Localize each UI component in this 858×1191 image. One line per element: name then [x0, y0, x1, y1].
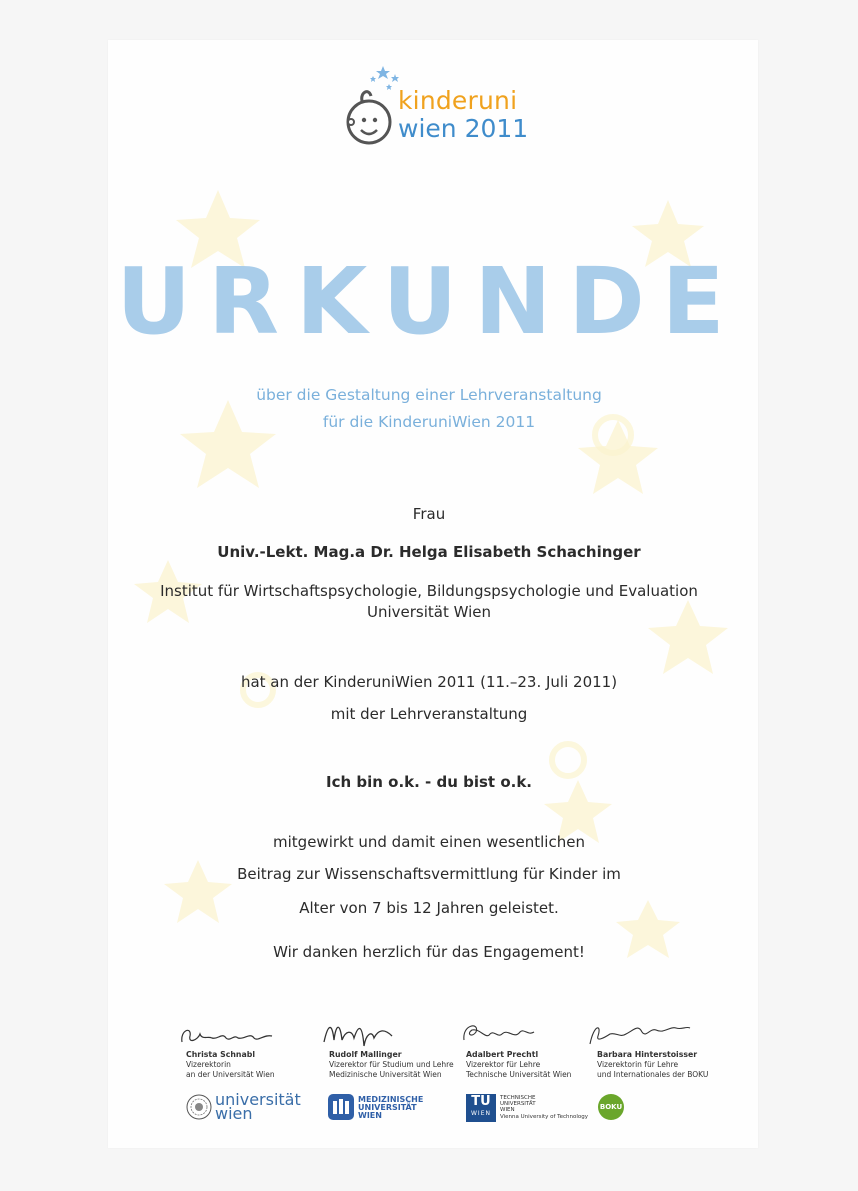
tu-logo-line-2: UNIVERSITÄT: [500, 1101, 536, 1108]
recipient-name: Univ.-Lekt. Mag.a Dr. Helga Elisabeth Schachinger: [217, 543, 641, 561]
uniwien-seal-icon: [186, 1094, 212, 1120]
tu-logo-mark-2: WIEN: [471, 1110, 491, 1117]
thanks-line: Wir danken herzlich für das Engagement!: [273, 943, 585, 961]
body-line-1: hat an der KinderuniWien 2011 (11.–23. Juli 2011): [240, 673, 618, 691]
tu-logo-line-4: Vienna University of Technology: [500, 1113, 588, 1120]
signatory-3-name: Adalbert Prechtl: [466, 1050, 539, 1059]
boku-logo-icon: BOKU: [598, 1094, 624, 1120]
signatory-1-role-2: an der Universität Wien: [186, 1070, 275, 1079]
signature-mallinger: [320, 1016, 400, 1050]
salutation: Frau: [412, 505, 446, 523]
tu-wien-logo-icon: [466, 1094, 496, 1122]
certificate-title: URKUNDE: [116, 248, 742, 355]
signatory-3-role-1: Vizerektor für Lehre: [466, 1060, 541, 1069]
signature-schnabl: [178, 1022, 278, 1050]
signatory-2-role-1: Vizerektor für Studium und Lehre: [329, 1060, 454, 1069]
signatory-2-role-2: Medizinische Universität Wien: [329, 1070, 442, 1079]
course-title: Ich bin o.k. - du bist o.k.: [325, 773, 532, 791]
body-line-4: Beitrag zur Wissenschaftsvermittlung für Kinder im: [237, 865, 621, 883]
meduni-logo-line-1: MEDIZINISCHE: [358, 1095, 424, 1104]
signature-hinterstoisser: [584, 1018, 694, 1050]
subtitle-line-1: über die Gestaltung einer Lehrveranstaltung: [256, 386, 602, 404]
meduni-logo-text: [358, 1096, 423, 1120]
uniwien-logo-line-2: wien: [215, 1104, 253, 1123]
body-line-2: mit der Lehrveranstaltung: [330, 705, 528, 723]
body-line-3: mitgewirkt und damit einen wesentlichen: [273, 833, 585, 851]
signatory-4-name: Barbara Hinterstoisser: [597, 1050, 698, 1059]
meduni-logo-line-2: UNIVERSITÄT: [358, 1103, 417, 1112]
signatory-2: [329, 1050, 454, 1080]
subtitle-line-2: für die KinderuniWien 2011: [322, 413, 536, 431]
signatory-3-role-2: Technische Universität Wien: [466, 1070, 572, 1079]
signatory-1: [186, 1050, 275, 1080]
tu-logo-line-1: TECHNISCHE: [500, 1095, 536, 1101]
signature-prechtl: [458, 1018, 538, 1048]
body-line-5: Alter von 7 bis 12 Jahren geleistet.: [299, 899, 559, 917]
meduni-logo-line-3: WIEN: [358, 1111, 382, 1120]
signatory-1-name: Christa Schnabl: [186, 1050, 255, 1059]
recipient-university: Universität Wien: [366, 603, 492, 621]
meduni-logo-icon: [328, 1094, 354, 1120]
uniwien-logo-text: [215, 1090, 301, 1123]
signatory-4-role-1: Vizerektorin für Lehre: [597, 1060, 679, 1069]
signatory-2-name: Rudolf Mallinger: [329, 1050, 402, 1059]
tu-logo-line-3: WIEN: [500, 1107, 515, 1114]
logo-kinderuni-text: kinderuni: [398, 86, 518, 115]
tu-logo-mark-1: TU: [471, 1094, 491, 1109]
uniwien-logo-line-1: universität: [215, 1090, 301, 1109]
signatory-4-role-2: und Internationales der BOKU: [597, 1070, 709, 1079]
signatory-3: [466, 1050, 571, 1080]
kinderuni-face-icon: [343, 60, 401, 150]
logo-wien-2011-text: wien 2011: [398, 114, 529, 143]
signatory-4: [597, 1050, 708, 1080]
signatory-1-role-1: Vizerektorin: [186, 1060, 231, 1069]
tu-wien-logo-text: [500, 1095, 588, 1120]
recipient-institute: Institut für Wirtschaftspsychologie, Bildungspsychologie und Evaluation: [160, 582, 698, 600]
